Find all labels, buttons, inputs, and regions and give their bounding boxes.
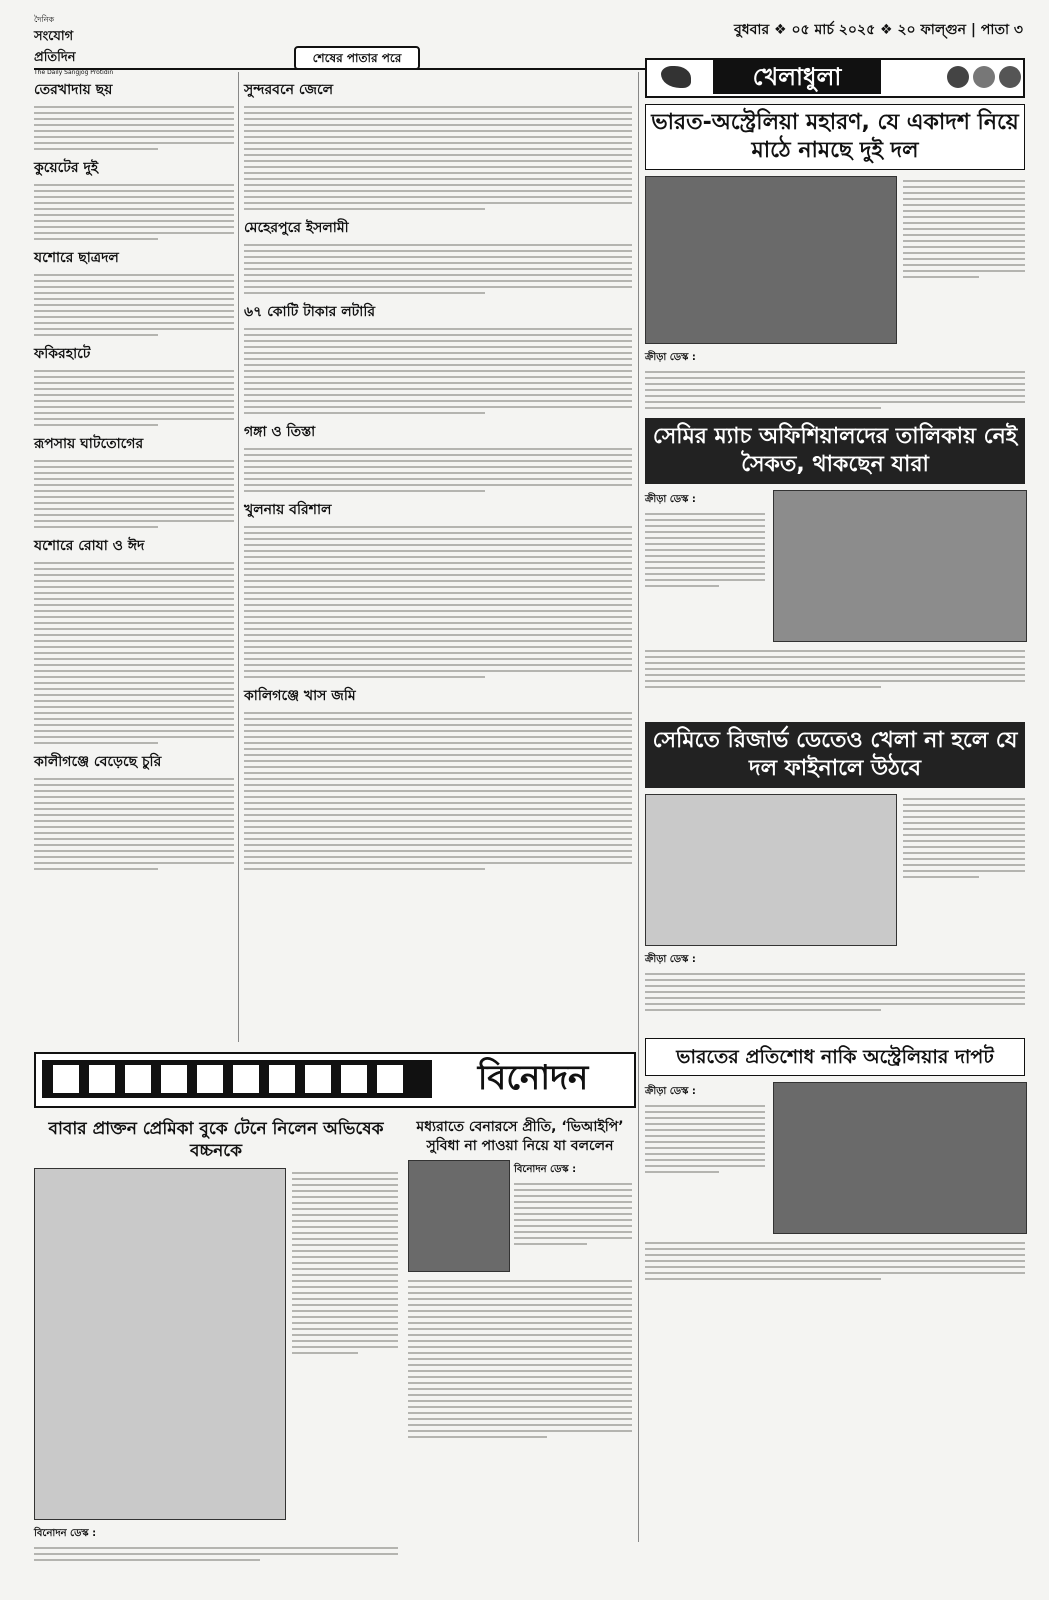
article-text-lines bbox=[34, 460, 234, 528]
third-story-block bbox=[645, 794, 1025, 1032]
left-news-column bbox=[34, 72, 234, 874]
news-headline: ৬৭ কোটি টাকার লটারি bbox=[244, 304, 376, 320]
news-headline: মেহেরপুরে ইসলামী bbox=[244, 220, 349, 236]
brand-line-2: সংযোগ প্রতিদিন bbox=[34, 29, 76, 65]
film-strip-icon bbox=[42, 1060, 432, 1098]
news-headline: ফকিরহাটে bbox=[34, 346, 91, 362]
article-text-lines bbox=[34, 106, 234, 150]
newspaper-logo bbox=[34, 14, 114, 76]
article-text-lines bbox=[244, 244, 632, 294]
middle-news-column bbox=[244, 72, 632, 874]
fourth-body bbox=[645, 1238, 1025, 1284]
article-text-lines bbox=[244, 712, 632, 870]
umpires-photo bbox=[773, 490, 1027, 642]
cricket-ball-icon bbox=[973, 66, 995, 88]
article-text-lines bbox=[244, 448, 632, 492]
story1-body-block bbox=[34, 1168, 398, 1566]
sports-section-title: খেলাধুলা bbox=[713, 60, 881, 94]
news-headline: গঙ্গা ও তিস্তা bbox=[244, 424, 316, 440]
byline: ক্রীড়া ডেস্ক : bbox=[645, 954, 696, 965]
second-side-text bbox=[645, 490, 765, 591]
section-tag: শেষের পাতার পরে bbox=[294, 46, 420, 70]
story2-body-block bbox=[408, 1160, 632, 1544]
entertainment-banner bbox=[34, 1052, 636, 1108]
news-headline: খুলনায় বরিশাল bbox=[244, 502, 332, 518]
article-text-lines bbox=[244, 526, 632, 678]
sports-banner bbox=[645, 58, 1025, 98]
byline: বিনোদন ডেস্ক : bbox=[34, 1528, 97, 1539]
entertainment-headline: মধ্যরাতে বেনারসে প্রীতি, ‘ভিআইপি’ সুবিধা না পাওয়া নিয়ে যা বললেন bbox=[416, 1119, 624, 1154]
sports-fourth-headline: ভারতের প্রতিশোধ নাকি অস্ট্রেলিয়ার দাপট bbox=[645, 1038, 1025, 1076]
second-story-block bbox=[645, 490, 1025, 716]
match-photo bbox=[773, 1082, 1027, 1234]
sports-section bbox=[645, 58, 1025, 1314]
article-text-lines bbox=[34, 562, 234, 744]
byline: বিনোদন ডেস্ক : bbox=[514, 1164, 577, 1175]
entertainment-story-2 bbox=[408, 1112, 632, 1544]
story2-body bbox=[408, 1276, 632, 1442]
brand-line-3: The Daily Sangjog Protidin bbox=[34, 69, 114, 76]
entertainment-section-title: বিনোদন bbox=[477, 1058, 589, 1098]
celebrity-photo bbox=[34, 1168, 286, 1520]
lead-side-text bbox=[903, 176, 1025, 282]
article-text-lines bbox=[34, 370, 234, 426]
column-divider bbox=[638, 72, 639, 1542]
sports-third-headline: সেমিতে রিজার্ভ ডেতেও খেলা না হলে যে দল ফাইনালে উঠবে bbox=[645, 722, 1025, 788]
lead-photo bbox=[645, 176, 897, 344]
runner-icon bbox=[661, 66, 691, 88]
news-headline: যশোরে ছাত্রদল bbox=[34, 250, 119, 266]
article-text-lines bbox=[34, 274, 234, 336]
byline: ক্রীড়া ডেস্ক : bbox=[645, 494, 696, 505]
article-text-lines bbox=[244, 328, 632, 414]
lead-body bbox=[645, 348, 1025, 413]
story2-side-text bbox=[514, 1160, 632, 1249]
story1-foot-text bbox=[34, 1524, 398, 1565]
entertainment-headline: বাবার প্রাক্তন প্রেমিকা বুকে টেনে নিলেন অভিষেক বচ্চনকে bbox=[48, 1119, 384, 1161]
news-headline: কালিগঞ্জে খাস জমি bbox=[244, 688, 356, 704]
byline: ক্রীড়া ডেস্ক : bbox=[645, 1086, 696, 1097]
dateline: বুধবার ❖ ০৫ মার্চ ২০২৫ ❖ ২০ ফাল্গুন | পাতা ৩ bbox=[733, 22, 1023, 38]
news-headline: কুয়েটের দুই bbox=[34, 160, 99, 176]
second-body bbox=[645, 646, 1025, 692]
story1-side-text bbox=[292, 1168, 398, 1358]
column-divider bbox=[238, 72, 239, 1042]
brand-line-1: দৈনিক bbox=[34, 15, 55, 24]
news-headline: রূপসায় ঘাটতোগের bbox=[34, 436, 144, 452]
basketball-icon bbox=[999, 66, 1021, 88]
fourth-side-text bbox=[645, 1082, 765, 1177]
fourth-story-block bbox=[645, 1082, 1025, 1314]
football-icon bbox=[947, 66, 969, 88]
sports-lead-headline: ভারত-অস্ট্রেলিয়া মহারণ, যে একাদশ নিয়ে মাঠে নামছে দুই দল bbox=[645, 104, 1025, 170]
news-headline: সুন্দরবনে জেলে bbox=[244, 82, 334, 98]
news-headline: তেরখাদায় ছয় bbox=[34, 82, 113, 98]
article-text-lines bbox=[34, 184, 234, 240]
news-headline: কালীগঞ্জে বেড়েছে চুরি bbox=[34, 754, 162, 770]
actress-photo bbox=[408, 1160, 510, 1272]
third-side-text bbox=[903, 794, 1025, 882]
lead-story-block bbox=[645, 176, 1025, 412]
article-text-lines bbox=[34, 778, 234, 870]
sports-second-headline: সেমির ম্যাচ অফিশিয়ালদের তালিকায় নেই সৈকত, থাকছেন যারা bbox=[645, 418, 1025, 484]
captains-photo bbox=[645, 794, 897, 946]
article-text-lines bbox=[244, 106, 632, 210]
byline: ক্রীড়া ডেস্ক : bbox=[645, 352, 696, 363]
entertainment-story-1 bbox=[34, 1112, 398, 1566]
third-body bbox=[645, 950, 1025, 1015]
news-headline: যশোরে রোযা ও ঈদ bbox=[34, 538, 145, 554]
